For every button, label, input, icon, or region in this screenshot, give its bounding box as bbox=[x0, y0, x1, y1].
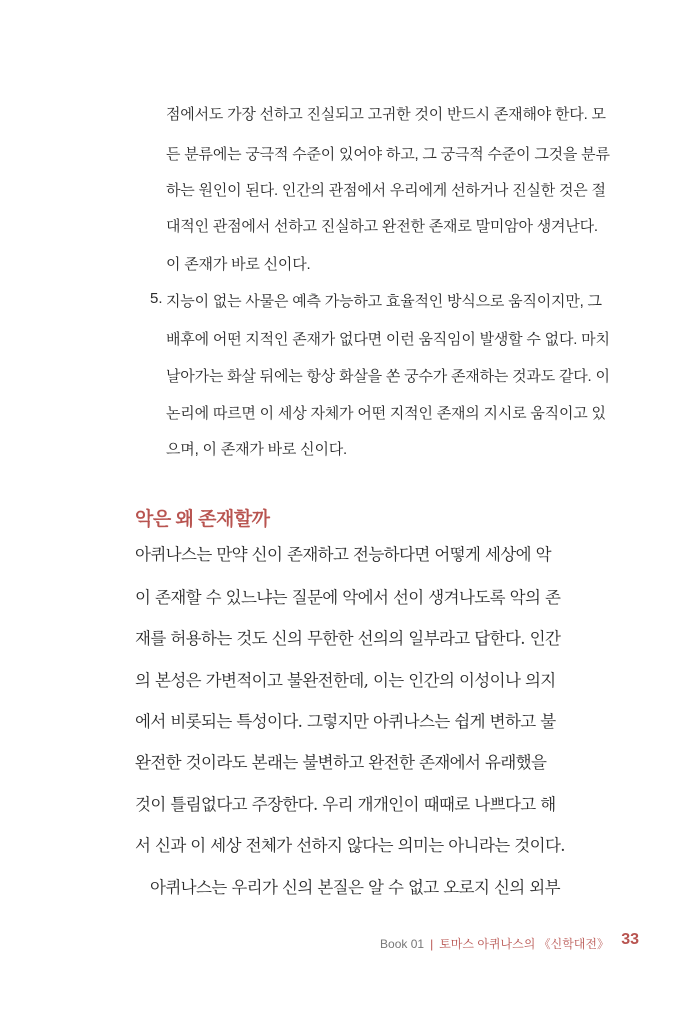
list-item-4-line: 든 분류에는 궁극적 수준이 있어야 하고, 그 궁극적 수준이 그것을 분류 bbox=[166, 146, 610, 163]
book-title: 토마스 아퀴나스의 《신학대전》 bbox=[439, 937, 609, 951]
body-line: 완전한 것이라도 본래는 불변하고 완전한 존재에서 유래했을 bbox=[135, 753, 547, 772]
body-line: 아퀴나스는 만약 신이 존재하고 전능하다면 어떻게 세상에 악 bbox=[135, 545, 551, 564]
running-footer bbox=[380, 935, 609, 952]
list-item-4-line: 점에서도 가장 선하고 진실되고 고귀한 것이 반드시 존재해야 한다. 모 bbox=[166, 106, 606, 123]
body-line: 것이 틀림없다고 주장한다. 우리 개개인이 때때로 나쁘다고 해 bbox=[135, 795, 556, 814]
body-line: 의 본성은 가변적이고 불완전한데, 이는 인간의 이성이나 의지 bbox=[135, 671, 556, 690]
section-heading: 악은 왜 존재할까 bbox=[135, 509, 270, 530]
footer-separator: | bbox=[430, 937, 434, 951]
body-line: 이 존재할 수 있느냐는 질문에 악에서 선이 생겨나도록 악의 존 bbox=[135, 588, 561, 607]
list-item-5-line: 지능이 없는 사물은 예측 가능하고 효율적인 방식으로 움직이지만, 그 bbox=[166, 293, 602, 310]
book-label: Book 01 bbox=[380, 937, 425, 951]
list-item-5-line: 날아가는 화살 뒤에는 항상 화살을 쏜 궁수가 존재하는 것과도 같다. 이 bbox=[166, 368, 610, 385]
page-number: 33 bbox=[621, 931, 639, 948]
list-item-5-line: 으며, 이 존재가 바로 신이다. bbox=[166, 441, 347, 458]
body-line: 아퀴나스는 우리가 신의 본질은 알 수 없고 오로지 신의 외부 bbox=[150, 878, 560, 897]
list-item-5-line: 논리에 따르면 이 세상 자체가 어떤 지적인 존재의 지시로 움직이고 있 bbox=[166, 405, 606, 422]
list-item-4-line: 이 존재가 바로 신이다. bbox=[166, 256, 311, 273]
body-line: 서 신과 이 세상 전체가 선하지 않다는 의미는 아니라는 것이다. bbox=[135, 836, 565, 855]
list-item-4-line: 하는 원인이 된다. 인간의 관점에서 우리에게 선하거나 진실한 것은 절 bbox=[166, 182, 606, 199]
body-line: 에서 비롯되는 특성이다. 그렇지만 아퀴나스는 쉽게 변하고 불 bbox=[135, 712, 556, 731]
body-line: 재를 허용하는 것도 신의 무한한 선의의 일부라고 답한다. 인간 bbox=[135, 629, 561, 648]
list-item-5-number: 5. bbox=[150, 290, 163, 307]
list-item-5-line: 배후에 어떤 지적인 존재가 없다면 이런 움직임이 발생할 수 없다. 마치 bbox=[166, 331, 610, 348]
list-item-4-line: 대적인 관점에서 선하고 진실하고 완전한 존재로 말미암아 생겨난다. bbox=[166, 218, 598, 235]
